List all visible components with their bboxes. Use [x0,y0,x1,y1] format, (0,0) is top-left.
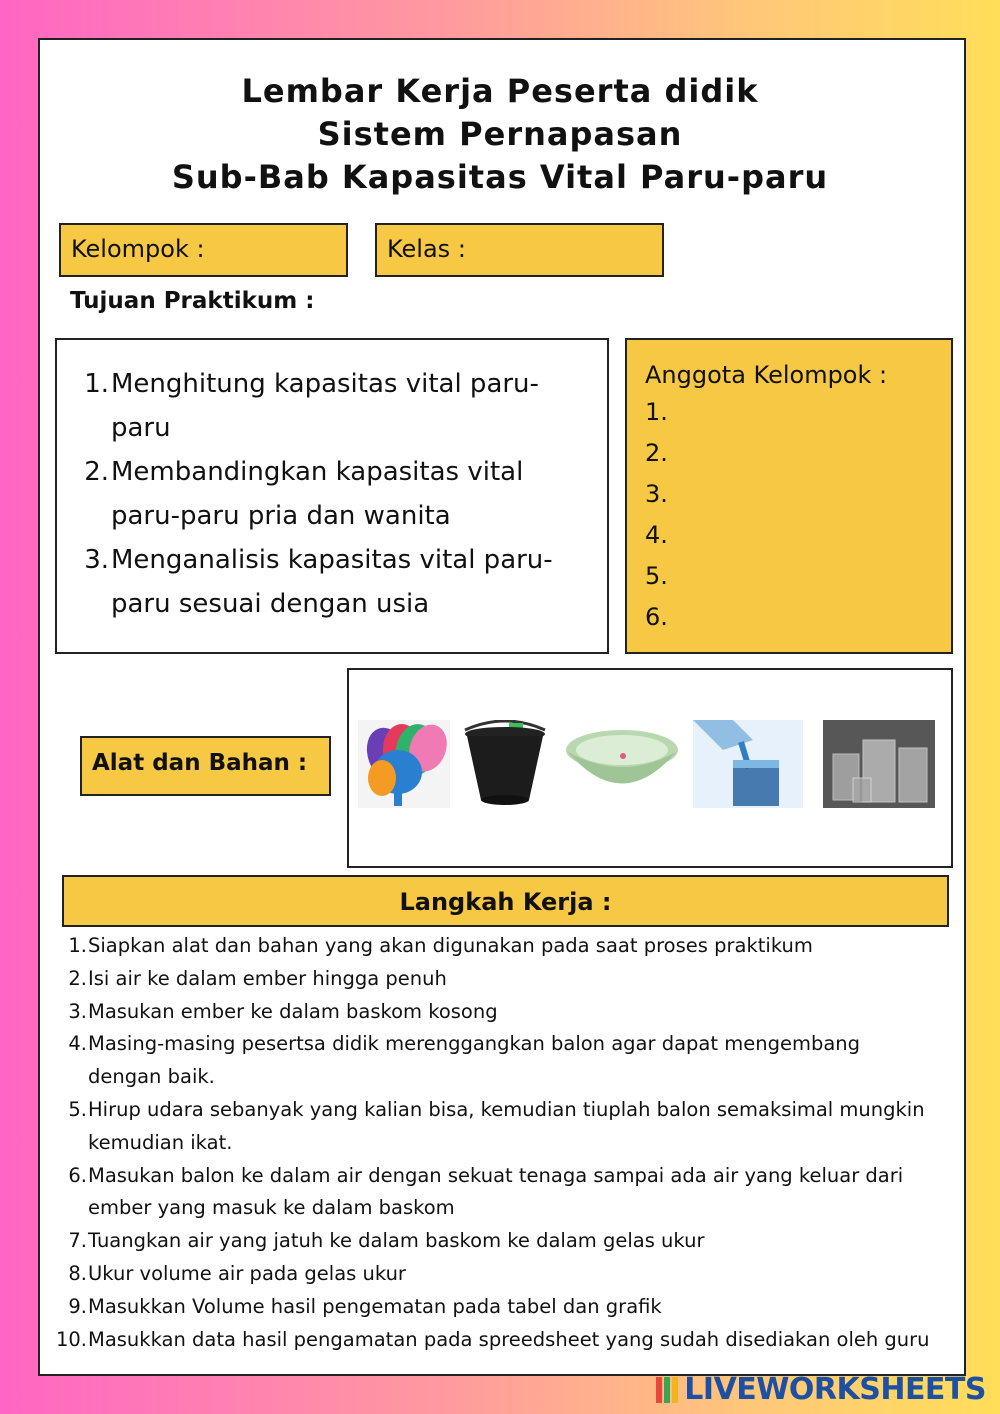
kelas-field[interactable] [375,223,664,277]
anggota-item: 5. [645,562,668,590]
langkah-item-line: Masukan ember ke dalam baskom kosong [88,999,498,1023]
langkah-item-number: 2. [68,966,87,990]
tujuan-list [77,362,597,626]
anggota-item: 4. [645,521,668,549]
langkah-item-line: Tuangkan air yang jatuh ke dalam baskom ke dalam gelas ukur [88,1229,705,1253]
langkah-item-line: Masing-masing pesertsa didik merenggangkan balon agar dapat mengembang [88,1032,861,1056]
tujuan-item-text [109,362,539,450]
tujuan-item-text [109,538,553,626]
kelompok-field[interactable] [59,223,348,277]
langkah-item [55,1258,965,1291]
langkah-item-line: ember yang masuk ke dalam baskom [88,1196,455,1220]
title-line-1: Lembar Kerja Peserta didik [241,72,759,110]
langkah-item-text [87,1160,903,1226]
langkah-item-line: dengan baik. [88,1065,215,1089]
tujuan-item-line: Menganalisis kapasitas vital paru- [111,545,553,575]
langkah-item-number: 9. [68,1294,87,1318]
langkah-item-line: Masukkan data hasil pengamatan pada spreedsheet yang sudah disediakan oleh guru [88,1327,930,1351]
langkah-item-line: Siapkan alat dan bahan yang akan digunakan pada saat proses praktikum [88,934,813,957]
liveworksheets-logo-icon [656,1375,678,1405]
langkah-item-number: 10. [55,1327,87,1351]
langkah-item [55,1160,965,1226]
bucket-icon [459,720,551,808]
tujuan-item [77,450,597,538]
anggota-list [645,392,933,638]
tujuan-item-line: Menghitung kapasitas vital paru- [111,369,539,399]
liveworksheets-brand[interactable] [656,1372,986,1407]
langkah-item-line: Hirup udara sebanyak yang kalian bisa, kemudian tiuplah balon semaksimal mungkin [88,1097,925,1121]
tujuan-item-line: paru sesuai dengan usia [111,589,430,619]
langkah-heading [62,875,949,927]
basin-icon [563,720,681,808]
anggota-box[interactable] [625,338,953,654]
anggota-item: 1. [645,398,668,426]
anggota-label: Anggota Kelompok : [645,361,888,389]
langkah-item-text [87,1028,860,1094]
beakers-image [823,720,935,808]
balloons-image [358,720,450,808]
basin-image [563,720,681,808]
langkah-item-text [87,1291,662,1324]
langkah-item-line: Isi air ke dalam ember hingga penuh [88,966,447,990]
alat-label [80,736,331,796]
tujuan-item-number: 1. [84,369,109,399]
langkah-item-number: 1. [68,934,87,957]
tujuan-box [55,338,609,654]
water-glass-icon [693,720,803,808]
langkah-item-line: Masukkan Volume hasil pengematan pada tabel dan grafik [88,1294,662,1318]
alat-box [347,668,953,868]
langkah-item [55,1324,965,1357]
beakers-icon [823,720,935,808]
tujuan-item-number: 2. [84,457,109,487]
langkah-list [55,930,965,1356]
anggota-item: 6. [645,603,668,631]
langkah-item-number: 8. [68,1261,87,1285]
balloons-icon [358,720,450,808]
langkah-item [55,1028,965,1094]
title-line-2: Sistem Pernapasan [317,115,683,153]
title-line-3: Sub-Bab Kapasitas Vital Paru-paru [171,158,829,196]
tujuan-item [77,362,597,450]
langkah-item [55,996,965,1029]
langkah-item-line: Ukur volume air pada gelas ukur [88,1261,406,1285]
page-title [0,70,1000,199]
langkah-item-text [87,1225,705,1258]
tujuan-item-text [109,450,523,538]
langkah-item-text [87,1324,930,1357]
langkah-item-line: Masukan balon ke dalam air dengan sekuat tenaga sampai ada air yang keluar dari [88,1163,904,1187]
anggota-item: 3. [645,480,668,508]
tujuan-item [77,538,597,626]
tujuan-label: Tujuan Praktikum : [70,288,315,314]
anggota-item: 2. [645,439,668,467]
bucket-image [459,720,551,808]
langkah-item-number: 5. [68,1097,87,1121]
langkah-item-text [87,963,447,996]
tujuan-item-line: paru-paru pria dan wanita [111,501,451,531]
tujuan-item-line: paru [111,413,171,443]
langkah-item-text [87,996,498,1029]
langkah-item-number: 6. [68,1163,87,1187]
langkah-item [55,1291,965,1324]
langkah-item [55,1225,965,1258]
langkah-item-number: 4. [68,1032,87,1056]
langkah-item [55,930,965,963]
liveworksheets-brand-text: LIVEWORKSHEETS [684,1372,986,1407]
langkah-item-number: 3. [68,999,87,1023]
langkah-item-text [87,1094,925,1160]
tujuan-item-line: Membandingkan kapasitas vital [111,457,524,487]
water-glass-image [693,720,803,808]
langkah-item-line: kemudian ikat. [88,1130,233,1154]
langkah-heading-text: Langkah Kerja : [399,888,612,916]
langkah-item-text [87,930,813,963]
langkah-item [55,963,965,996]
tujuan-item-number: 3. [84,545,109,575]
langkah-item-text [87,1258,406,1291]
langkah-item-number: 7. [68,1229,87,1253]
alat-label-text: Alat dan Bahan : [92,750,308,776]
langkah-item [55,1094,965,1160]
kelompok-label: Kelompok : [71,235,205,263]
kelas-label: Kelas : [387,235,466,263]
